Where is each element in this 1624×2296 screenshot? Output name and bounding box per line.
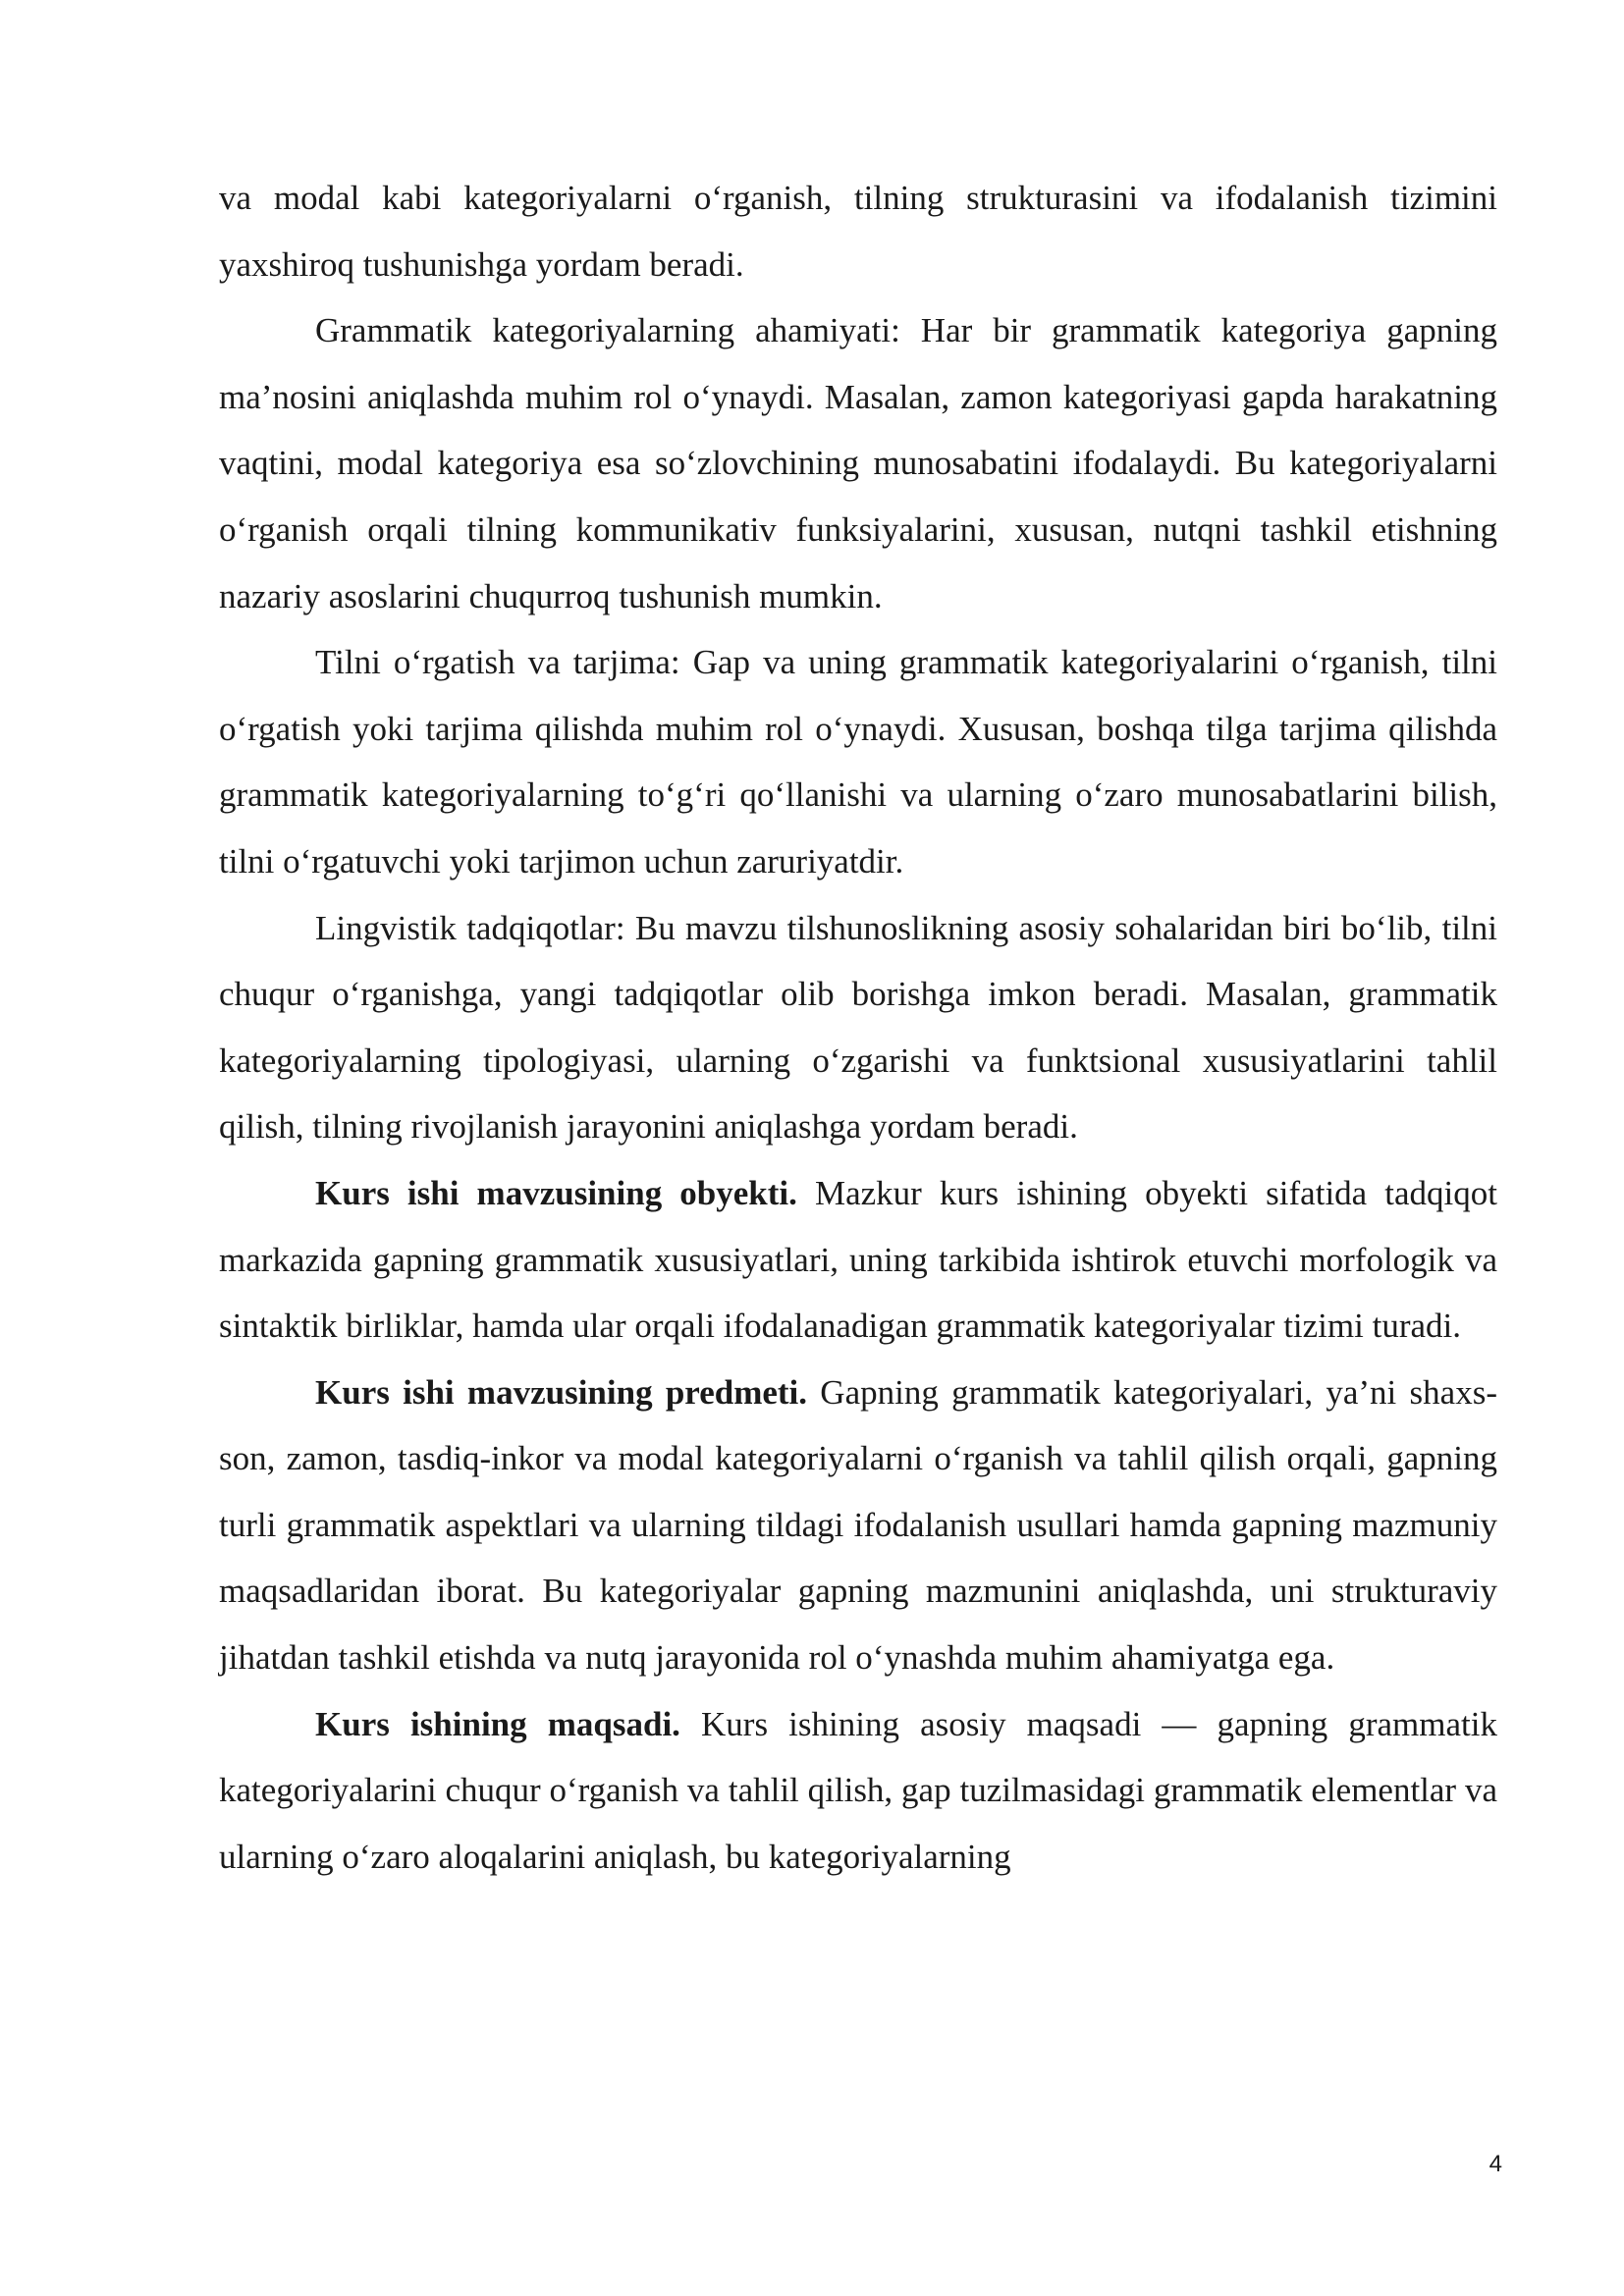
paragraph-subject [219, 1360, 1497, 1691]
paragraph-linguistic-research [219, 895, 1497, 1160]
paragraph-text: Tilni o‘rgatish va tarjima: Gap va uning grammatik kategoriyalarini o‘rganish, tilni o‘rgatish yoki tarjima qilishda muhim rol o‘ynaydi. Xususan, boshqa tilga tarjima qilishda grammatik kategoriyalarning to‘g‘ri qo‘llanishi va ularning o‘zaro munosabatlarini bilish, tilni o‘rgatuvchi yoki tarjimon uchun zaruriyatdir. [219, 643, 1497, 881]
paragraph-object [219, 1160, 1497, 1360]
paragraph-teaching-translation [219, 629, 1497, 894]
paragraph-text: Grammatik kategoriyalarning ahamiyati: Har bir grammatik kategoriya gapning ma’nosini aniqlashda muhim rol o‘ynaydi. Masalan, zamon kategoriyasi gapda harakatning vaqtini, modal kategoriya esa so‘zlovchining munosabatini ifodalaydi. Bu kategoriyalarni o‘rganish orqali tilning kommunikativ funksiyalarini, xususan, nutqni tashkil etishning nazariy asoslarini chuqurroq tushunish mumkin. [219, 311, 1497, 615]
paragraph-lead: Kurs ishi mavzusining obyekti. [315, 1173, 797, 1212]
paragraph-text: Mazkur kurs ishining obyekti sifatida tadqiqot markazida gapning grammatik xususiyatlari, uning tarkibida ishtirok etuvchi morfologik va sintaktik birliklar, hamda ular orqali ifodalanadigan grammatik kategoriyalar tizimi turadi. [219, 1173, 1497, 1346]
paragraph-grammatical-categories [219, 297, 1497, 629]
paragraph-text: va modal kabi kategoriyalarni o‘rganish, tilning strukturasini va ifodalanish tizimini yaxshiroq tushunishga yordam beradi. [219, 179, 1497, 284]
paragraph-lead: Kurs ishi mavzusining predmeti. [315, 1372, 808, 1412]
paragraph-text: Lingvistik tadqiqotlar: Bu mavzu tilshunoslikning asosiy sohalaridan biri bo‘lib, tilni chuqur o‘rganishga, yangi tadqiqotlar olib borishga imkon beradi. Masalan, grammatik kategoriyalarning tipologiyasi, ularning o‘zgarishi va funktsional xususiyatlarini tahlil qilish, tilning rivojlanish jarayonini aniqlashga yordam beradi. [219, 908, 1497, 1147]
paragraph-lead: Kurs ishining maqsadi. [315, 1704, 680, 1743]
page-number: 4 [1489, 2151, 1502, 2177]
paragraph-text: Gapning grammatik kategoriyalari, ya’ni shaxs-son, zamon, tasdiq-inkor va modal kategoriyalarni o‘rganish va tahlil qilish orqali, gapning turli grammatik aspektlari va ularning tildagi ifodalanish usullari hamda gapning mazmuniy maqsadlaridan iborat. Bu kategoriyalar gapning mazmunini aniqlashda, uni strukturaviy jihatdan tashkil etishda va nutq jarayonida rol o‘ynashda muhim ahamiyatga ega. [219, 1372, 1497, 1678]
paragraph-goal [219, 1691, 1497, 1891]
paragraph-text: Kurs ishining asosiy maqsadi — gapning grammatik kategoriyalarini chuqur o‘rganish va tahlil qilish, gap tuzilmasidagi grammatik elementlar va ularning o‘zaro aloqalarini aniqlash, bu kategoriyalarning [219, 1704, 1497, 1876]
page-body [219, 165, 1497, 1890]
paragraph-continuation [219, 165, 1497, 297]
